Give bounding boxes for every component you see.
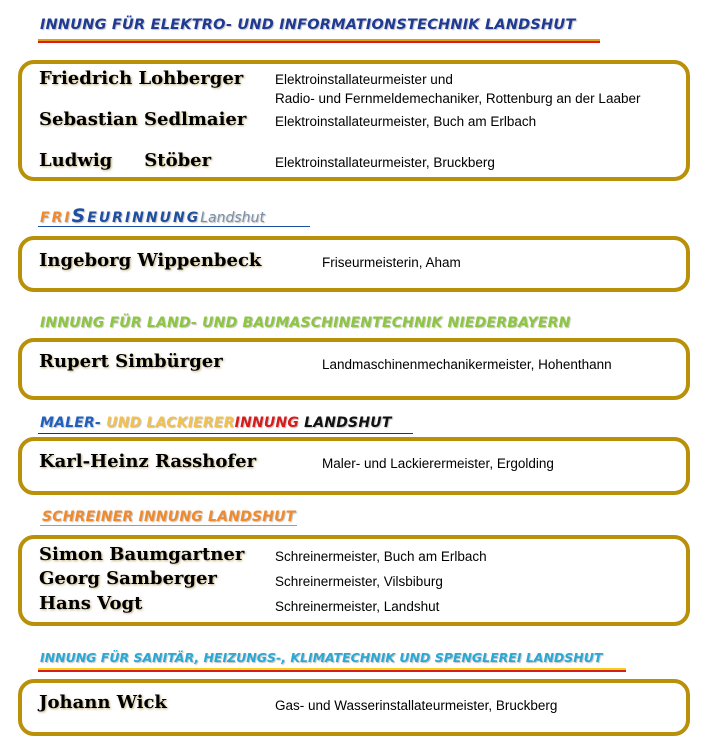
section-heading-sanitaer: INNUNG FÜR SANITÄR, HEIZUNGS-, KLIMATECHNIK UND SPENGLEREI LANDSHUT (40, 650, 603, 665)
member-box-friseur (18, 236, 690, 292)
member-name: Hans Vogt (39, 593, 143, 614)
heading-part: UND LACKIERER (106, 415, 235, 431)
heading-part: Landshut (200, 210, 265, 226)
member-description: Gas- und Wasserinstallateurmeister, Bruckberg (275, 698, 558, 713)
heading-part: MALER- (40, 415, 102, 431)
heading-part: EUR (87, 210, 125, 226)
member-description: Radio- und Fernmeldemechaniker, Rottenburg an der Laaber (275, 91, 641, 106)
heading-part: INNUNG (124, 210, 201, 226)
member-name: Ingeborg Wippenbeck (39, 250, 262, 271)
member-description: Maler- und Lackierermeister, Ergolding (322, 456, 554, 471)
heading-part: LANDSHUT (304, 415, 392, 431)
member-name: Johann Wick (39, 692, 167, 713)
member-name: Friedrich Lohberger (39, 68, 244, 89)
section-heading-landmaschinen: INNUNG FÜR LAND- UND BAUMASCHINENTECHNIK NIEDERBAYERN (40, 315, 571, 331)
member-name: Rupert Simbürger (39, 351, 223, 372)
heading-underline-friseur (38, 226, 310, 227)
member-first-name: Ludwig (39, 150, 113, 171)
heading-part: INNUNG (234, 415, 300, 431)
member-description: Schreinermeister, Landshut (275, 599, 440, 614)
section-heading-friseur (40, 205, 265, 227)
member-description: Friseurmeisterin, Aham (322, 255, 461, 270)
member-last-name: Stöber (144, 150, 212, 171)
member-name (39, 150, 211, 171)
member-box-sanitaer (18, 679, 690, 736)
member-name: Karl-Heinz Rasshofer (39, 451, 257, 472)
member-name: Georg Samberger (39, 568, 217, 589)
member-description: Schreinermeister, Buch am Erlbach (275, 549, 487, 564)
member-box-landmaschinen (18, 338, 690, 400)
member-description: Elektroinstallateurmeister und (275, 72, 453, 87)
heading-part: FRI (40, 210, 72, 226)
member-description: Elektroinstallateurmeister, Bruckberg (275, 155, 495, 170)
member-box-maler (18, 437, 690, 495)
section-heading-schreiner: SCHREINER INNUNG LANDSHUT (42, 509, 296, 525)
heading-underline-elektro-red (38, 41, 600, 43)
section-heading-maler (40, 415, 392, 431)
heading-part: S (71, 205, 88, 227)
section-heading-elektro: INNUNG FÜR ELEKTRO- UND INFORMATIONSTECHNIK LANDSHUT (40, 17, 576, 33)
member-name: Sebastian Sedlmaier (39, 109, 247, 130)
member-description: Landmaschinenmechanikermeister, Hohenthann (322, 357, 612, 372)
heading-underline-sanitaer-red (38, 670, 626, 672)
member-description: Schreinermeister, Vilsbiburg (275, 574, 443, 589)
heading-underline-maler (38, 433, 413, 434)
member-name: Simon Baumgartner (39, 544, 245, 565)
member-box-schreiner (18, 535, 690, 626)
member-description: Elektroinstallateurmeister, Buch am Erlbach (275, 114, 537, 129)
member-box-elektro (18, 60, 690, 181)
